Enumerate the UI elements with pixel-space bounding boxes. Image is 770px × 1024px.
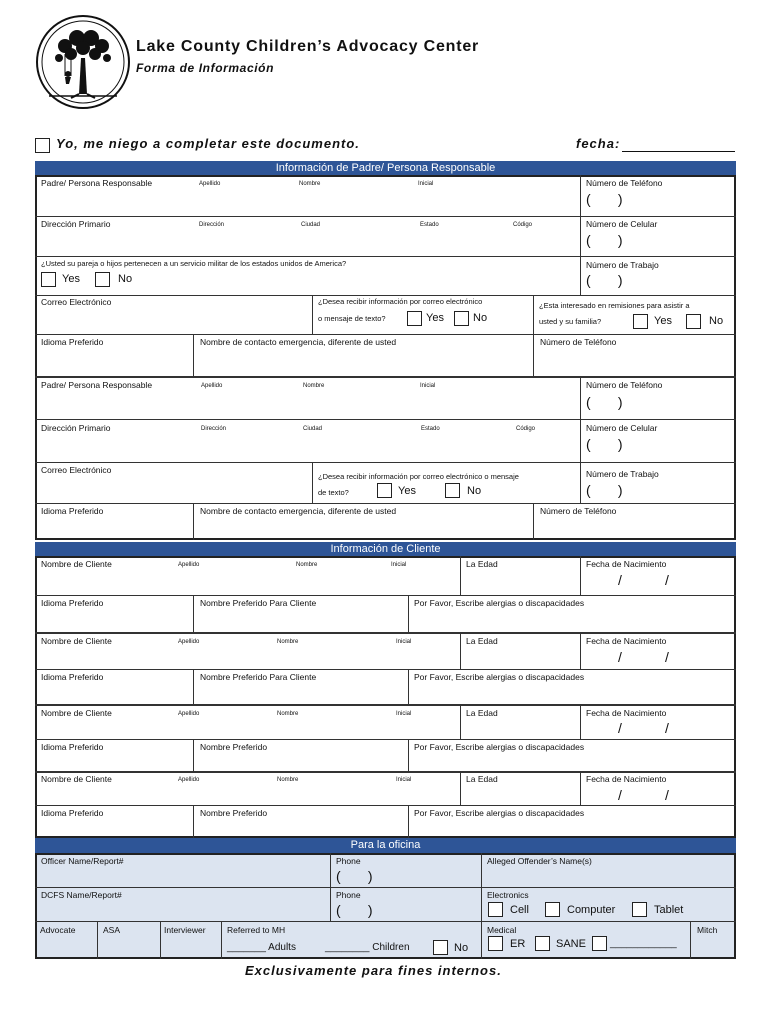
- phone-field[interactable]: ( ): [586, 191, 623, 207]
- tablet-option-label: Tablet: [654, 904, 684, 916]
- email2-no-checkbox[interactable]: [445, 483, 460, 498]
- phone-field-2[interactable]: ( ): [586, 394, 623, 410]
- phone-label-2: Número de Teléfono: [586, 380, 663, 390]
- form-name: Forma de Información: [136, 61, 275, 75]
- decline-checkbox[interactable]: [35, 138, 50, 153]
- cell-field-2[interactable]: ( ): [586, 436, 623, 452]
- interviewer-label: Interviewer: [164, 925, 206, 935]
- client2-birth-slash-1: /: [618, 649, 622, 665]
- advocate-label: Advocate: [40, 925, 76, 935]
- er-checkbox[interactable]: [488, 936, 503, 951]
- officer-phone-label: Phone: [336, 856, 361, 866]
- sane-checkbox[interactable]: [535, 936, 550, 951]
- referral-question-2: usted y su familia?: [539, 317, 602, 326]
- emergency-label-2: Nombre de contacto emergencia, diferente de usted: [200, 506, 397, 516]
- emergency-phone-label: Número de Teléfono: [540, 337, 617, 347]
- client4-name-label: Nombre de Cliente: [41, 774, 112, 784]
- cell-checkbox[interactable]: [488, 902, 503, 917]
- tablet-checkbox[interactable]: [632, 902, 647, 917]
- email-question-2: o mensaje de texto?: [318, 314, 386, 323]
- client2-apellido: Apellido: [178, 639, 200, 645]
- client1-preferred-label: Nombre Preferido Para Cliente: [200, 598, 317, 608]
- mitch-label: Mitch: [697, 925, 718, 935]
- dcfs-phone-label: Phone: [336, 890, 361, 900]
- client-section-header: Información de Cliente: [35, 542, 736, 557]
- client2-name-label: Nombre de Cliente: [41, 636, 112, 646]
- client4-birth-slash-2: /: [665, 787, 669, 803]
- client3-nombre: Nombre: [277, 711, 299, 717]
- client3-birth-slash-1: /: [618, 720, 622, 736]
- client2-nombre: Nombre: [277, 639, 299, 645]
- dcfs-phone-field[interactable]: ( ): [336, 902, 373, 918]
- other-medical-checkbox[interactable]: [592, 936, 607, 951]
- client2-preferred-label: Nombre Preferido Para Cliente: [200, 672, 317, 682]
- client4-birth-slash-1: /: [618, 787, 622, 803]
- referral-no-checkbox[interactable]: [686, 314, 701, 329]
- emergency-label: Nombre de contacto emergencia, diferente de usted: [200, 337, 397, 347]
- cell-option-label: Cell: [510, 904, 529, 916]
- phone-label: Número de Teléfono: [586, 178, 663, 188]
- client4-apellido: Apellido: [178, 777, 200, 783]
- referral-question: ¿Esta interesado en remisiones para asistir a: [539, 301, 690, 310]
- language-label: Idioma Preferido: [41, 337, 104, 347]
- client1-age-label: La Edad: [466, 559, 498, 569]
- cell-label: Número de Celular: [586, 219, 658, 229]
- date-field[interactable]: [622, 151, 735, 152]
- military-question: ¿Usted su pareja o hijos pertenecen a un servicio militar de los estados unidos de America?: [41, 259, 347, 268]
- client3-birth-slash-2: /: [665, 720, 669, 736]
- work-field[interactable]: ( ): [586, 272, 623, 288]
- client3-name-label: Nombre de Cliente: [41, 708, 112, 718]
- email-question-full: ¿Desea recibir información por correo electrónico o mensaje: [318, 472, 519, 481]
- client3-allergies-label: Por Favor, Escribe alergias o discapacidades: [414, 742, 585, 752]
- address-label-2: Dirección Primario: [41, 423, 111, 433]
- org-name: Lake County Children’s Advocacy Center: [136, 38, 480, 55]
- direccion-label: Dirección: [199, 222, 225, 228]
- client1-inicial: Inicial: [391, 562, 407, 568]
- er-label: ER: [510, 938, 526, 950]
- ciudad-label-2: Ciudad: [303, 426, 323, 432]
- estado-label: Estado: [420, 222, 439, 228]
- emergency-phone-label-2: Número de Teléfono: [540, 506, 617, 516]
- work-field-2[interactable]: ( ): [586, 482, 623, 498]
- client3-language-label: Idioma Preferido: [41, 742, 104, 752]
- ciudad-label: Ciudad: [301, 222, 321, 228]
- nombre-label: Nombre: [299, 181, 321, 187]
- referral-no-label: No: [709, 315, 724, 327]
- client3-birth-label: Fecha de Nacimiento: [586, 708, 667, 718]
- decline-label: Yo, me niego a completar este documento.: [56, 136, 360, 151]
- email2-no-label: No: [467, 485, 482, 497]
- client1-birth-label: Fecha de Nacimiento: [586, 559, 667, 569]
- client1-allergies-label: Por Favor, Escribe alergias o discapacidades: [414, 598, 585, 608]
- client-section: [35, 556, 736, 838]
- address-label: Dirección Primario: [41, 219, 111, 229]
- client3-inicial: Inicial: [396, 711, 412, 717]
- estado-label-2: Estado: [421, 426, 440, 432]
- email-yes-checkbox[interactable]: [407, 311, 422, 326]
- client3-age-label: La Edad: [466, 708, 498, 718]
- cell-label-2: Número de Celular: [586, 423, 658, 433]
- client2-allergies-label: Por Favor, Escribe alergias o discapacidades: [414, 672, 585, 682]
- email2-yes-checkbox[interactable]: [377, 483, 392, 498]
- referred-no-label: No: [454, 942, 469, 954]
- client1-language-label: Idioma Preferido: [41, 598, 104, 608]
- sane-label: SANE: [556, 938, 586, 950]
- client4-age-label: La Edad: [466, 774, 498, 784]
- parent1-name-label: Padre/ Persona Responsable: [41, 178, 153, 188]
- direccion-label-2: Dirección: [201, 426, 227, 432]
- client1-nombre: Nombre: [296, 562, 318, 568]
- referred-no-checkbox[interactable]: [433, 940, 448, 955]
- client4-language-label: Idioma Preferido: [41, 808, 104, 818]
- other-medical-field[interactable]: ____________: [610, 938, 677, 949]
- electronics-label: Electronics: [487, 890, 529, 900]
- referred-label: Referred to MH: [227, 925, 286, 935]
- inicial-label-2: Inicial: [420, 383, 436, 389]
- client2-language-label: Idioma Preferido: [41, 672, 104, 682]
- email-label-2: Correo Electrónico: [41, 465, 112, 475]
- client2-inicial: Inicial: [396, 639, 412, 645]
- logo: [35, 14, 131, 110]
- client1-birth-slash-1: /: [618, 572, 622, 588]
- apellido-label-2: Apellido: [201, 383, 223, 389]
- client2-birth-slash-2: /: [665, 649, 669, 665]
- language-label-2: Idioma Preferido: [41, 506, 104, 516]
- client2-birth-label: Fecha de Nacimiento: [586, 636, 667, 646]
- cell-field[interactable]: ( ): [586, 232, 623, 248]
- officer-phone-field[interactable]: ( ): [336, 868, 373, 884]
- work-label: Número de Trabajo: [586, 260, 659, 270]
- officer-label: Officer Name/Report#: [41, 856, 124, 866]
- client1-birth-slash-2: /: [665, 572, 669, 588]
- office-section-header: Para la oficina: [35, 838, 736, 853]
- client4-nombre: Nombre: [277, 777, 299, 783]
- email-question: ¿Desea recibir información por correo electrónico: [318, 297, 483, 306]
- parent2-name-label: Padre/ Persona Responsable: [41, 380, 153, 390]
- client4-birth-label: Fecha de Nacimiento: [586, 774, 667, 784]
- nombre-label-2: Nombre: [303, 383, 325, 389]
- apellido-label: Apellido: [199, 181, 221, 187]
- work-label-2: Número de Trabajo: [586, 469, 659, 479]
- military-yes-checkbox[interactable]: [41, 272, 56, 287]
- client3-preferred-label: Nombre Preferido: [200, 742, 268, 752]
- adults-field[interactable]: _______ Adults: [227, 942, 296, 953]
- military-yes-label: Yes: [62, 273, 80, 285]
- military-no-checkbox[interactable]: [95, 272, 110, 287]
- codigo-label-2: Código: [516, 426, 536, 432]
- offender-label: Alleged Offender’s Name(s): [487, 856, 592, 866]
- parent-section-header: Información de Padre/ Persona Responsable: [35, 161, 736, 176]
- computer-checkbox[interactable]: [545, 902, 560, 917]
- asa-label: ASA: [103, 925, 121, 935]
- email-no-label: No: [473, 312, 488, 324]
- email-label: Correo Electrónico: [41, 297, 112, 307]
- referral-yes-checkbox[interactable]: [633, 314, 648, 329]
- email-question-full-2: de texto?: [318, 488, 349, 497]
- client3-apellido: Apellido: [178, 711, 200, 717]
- inicial-label: Inicial: [418, 181, 434, 187]
- email-no-checkbox[interactable]: [454, 311, 469, 326]
- client1-apellido: Apellido: [178, 562, 200, 568]
- computer-option-label: Computer: [567, 904, 616, 916]
- military-no-label: No: [118, 273, 133, 285]
- client4-inicial: Inicial: [396, 777, 412, 783]
- email-yes-label: Yes: [426, 312, 444, 324]
- client2-age-label: La Edad: [466, 636, 498, 646]
- client4-preferred-label: Nombre Preferido: [200, 808, 268, 818]
- dcfs-label: DCFS Name/Report#: [41, 890, 122, 900]
- date-label: fecha:: [576, 136, 621, 151]
- email2-yes-label: Yes: [398, 485, 416, 497]
- referral-yes-label: Yes: [654, 315, 672, 327]
- footer-note: Exclusivamente para fines internos.: [245, 963, 502, 978]
- codigo-label: Código: [513, 222, 533, 228]
- children-field[interactable]: ________ Children: [325, 942, 410, 953]
- medical-label: Medical: [487, 925, 517, 935]
- client1-name-label: Nombre de Cliente: [41, 559, 112, 569]
- client4-allergies-label: Por Favor, Escribe alergias o discapacidades: [414, 808, 585, 818]
